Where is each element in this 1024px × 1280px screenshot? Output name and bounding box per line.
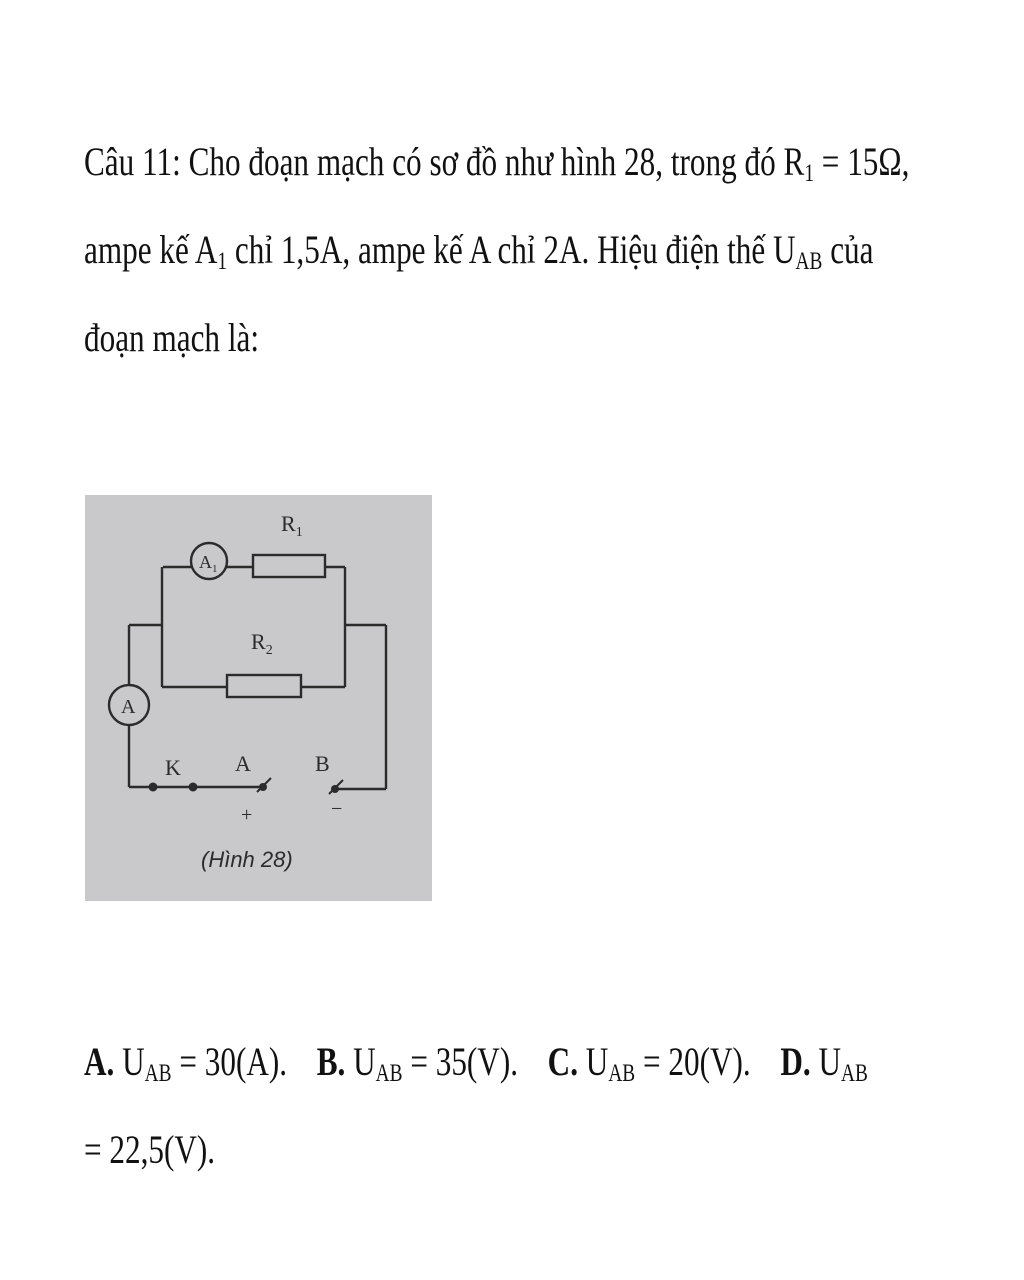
switch-contact-right	[189, 783, 198, 792]
switch-contact-left	[149, 783, 158, 792]
question-text	[84, 118, 910, 382]
question-line-1: Câu 11: Cho đoạn mạch có sơ đồ như hình 28, trong đó $R_1 = 15\Omega$,	[84, 139, 910, 188]
plus-sign: +	[241, 804, 253, 826]
minus-sign: −	[331, 798, 343, 820]
circuit-figure	[85, 495, 432, 901]
answer-options	[84, 1018, 868, 1194]
question-line-3: đoạn mạch là:	[84, 315, 260, 360]
resistor-r2	[227, 675, 301, 697]
r2-label: $R_2$	[251, 629, 273, 658]
option-a: A. $U_{AB} = 30(A)$.	[84, 1039, 288, 1088]
answer-line-2: = 22,5(V).	[84, 1127, 216, 1172]
answer-line-1	[84, 1018, 868, 1106]
ammeter-a1-label: $A_1$	[199, 552, 218, 575]
switch-k-label: K	[165, 755, 181, 780]
figure-caption: (Hình 28)	[201, 847, 293, 872]
option-c: C. $U_{AB} = 20(V)$.	[547, 1039, 751, 1088]
question-line-2: ampe kế $A_1$ chỉ 1,5A, ampe kế A chỉ 2A. Hiệu điện thế $U_{AB}$ của	[84, 227, 874, 276]
circuit-diagram	[85, 495, 432, 901]
option-b: B. $U_{AB} = 35(V)$.	[316, 1039, 519, 1088]
ammeter-a-label: A	[121, 696, 136, 718]
r1-label: $R_1$	[281, 511, 303, 540]
resistor-r1	[253, 555, 325, 577]
option-d: D. $U_{AB}$	[780, 1039, 868, 1088]
terminal-a-label: A	[235, 751, 251, 776]
terminal-b-label: B	[315, 751, 330, 776]
